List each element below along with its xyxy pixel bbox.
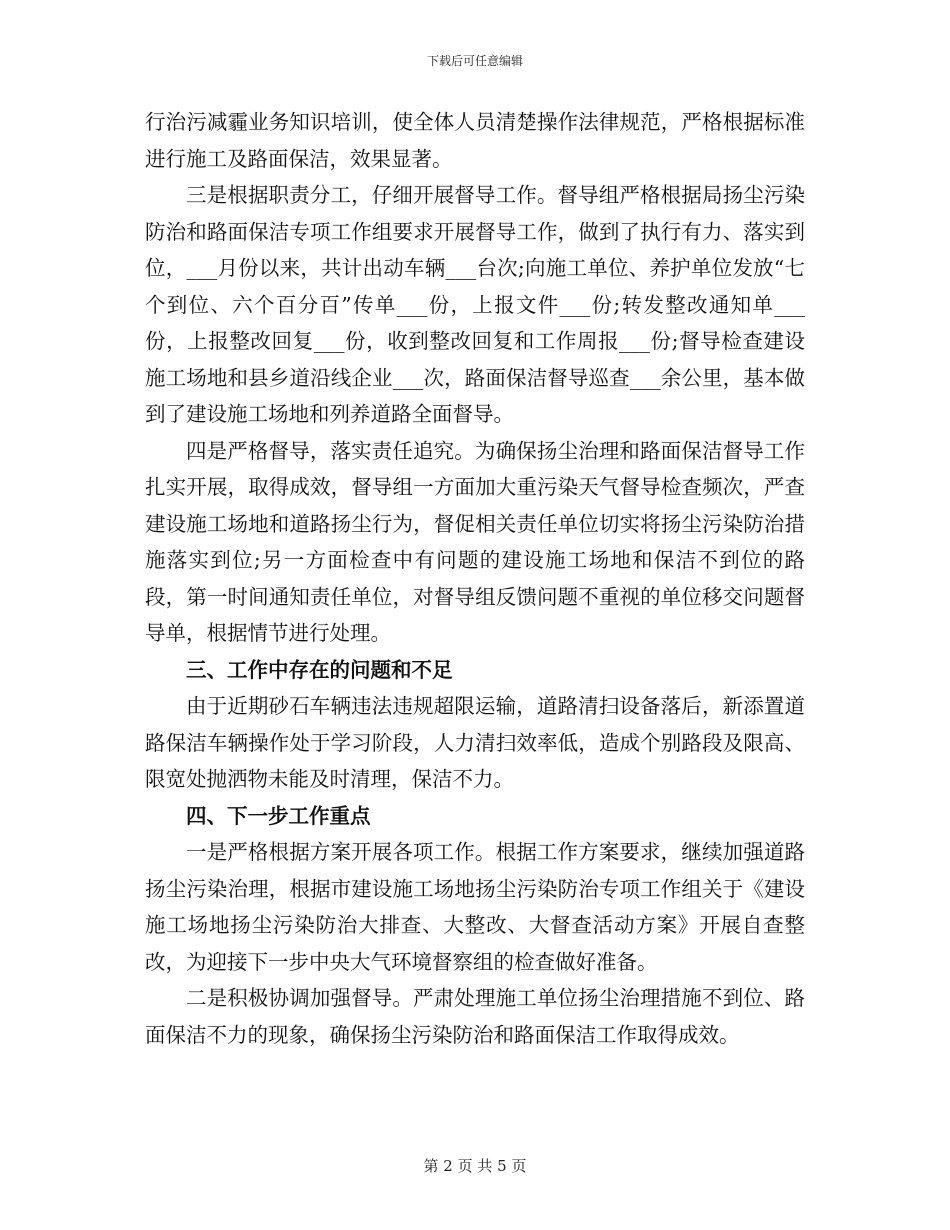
page-header-note: 下载后可任意编辑 bbox=[426, 54, 523, 68]
paragraph-accountability: 四是严格督导，落实责任追究。为确保扬尘治理和路面保洁督导工作扎实开展，取得成效，督导组一方面加大重污染天气督导检查频次，严查建设施工场地和道路扬尘行为，督促相关责任单位切实将扬尘污染防治措施落实到位;另一方面检查中有问题的建设施工场地和保洁不到位的路段，第一时间通知责任单位，对督导组反馈问题不重视的单位移交问题督导单，根据情节进行处理。 bbox=[145, 438, 805, 645]
document-body bbox=[145, 104, 805, 1053]
section-heading-next-steps: 四、下一步工作重点 bbox=[186, 803, 371, 828]
section-heading-problems: 三、工作中存在的问题和不足 bbox=[186, 657, 453, 682]
paragraph-problems: 由于近期砂石车辆违法违规超限运输，道路清扫设备落后，新添置道路保洁车辆操作处于学习阶段，人力清扫效率低，造成个别路段及限高、限宽处抛洒物未能及时清理，保洁不力。 bbox=[145, 694, 805, 791]
paragraph-continued: 行治污减霾业务知识培训，使全体人员清楚操作法律规范，严格根据标准进行施工及路面保洁，效果显著。 bbox=[145, 110, 805, 171]
paragraph-supervision-work: 三是根据职责分工，仔细开展督导工作。督导组严格根据局扬尘污染防治和路面保洁专项工作组要求开展督导工作，做到了执行有力、落实到位，___月份以来，共计出动车辆___台次;向施工单位、养护单位发放“七个到位、六个百分百”传单___份，上报文件___份;转发整改通知单___份，上报整改回复___份，收到整改回复和工作周报___份;督导检查建设施工场地和县乡道沿线企业___次，路面保洁督导巡查___余公里，基本做到了建设施工场地和列养道路全面督导。 bbox=[145, 183, 805, 426]
paragraph-plan-work: 一是严格根据方案开展各项工作。根据工作方案要求，继续加强道路扬尘污染治理，根据市建设施工场地扬尘污染防治专项工作组关于《建设施工场地扬尘污染防治大排查、大整改、大督查活动方案》开展自查整改，为迎接下一步中央大气环境督察组的检查做好准备。 bbox=[145, 840, 805, 974]
page-number-footer: 第 2 页 共 5 页 bbox=[423, 1157, 527, 1175]
paragraph-coordination: 二是积极协调加强督导。严肃处理施工单位扬尘治理措施不到位、路面保洁不力的现象，确保扬尘污染防治和路面保洁工作取得成效。 bbox=[145, 986, 805, 1047]
